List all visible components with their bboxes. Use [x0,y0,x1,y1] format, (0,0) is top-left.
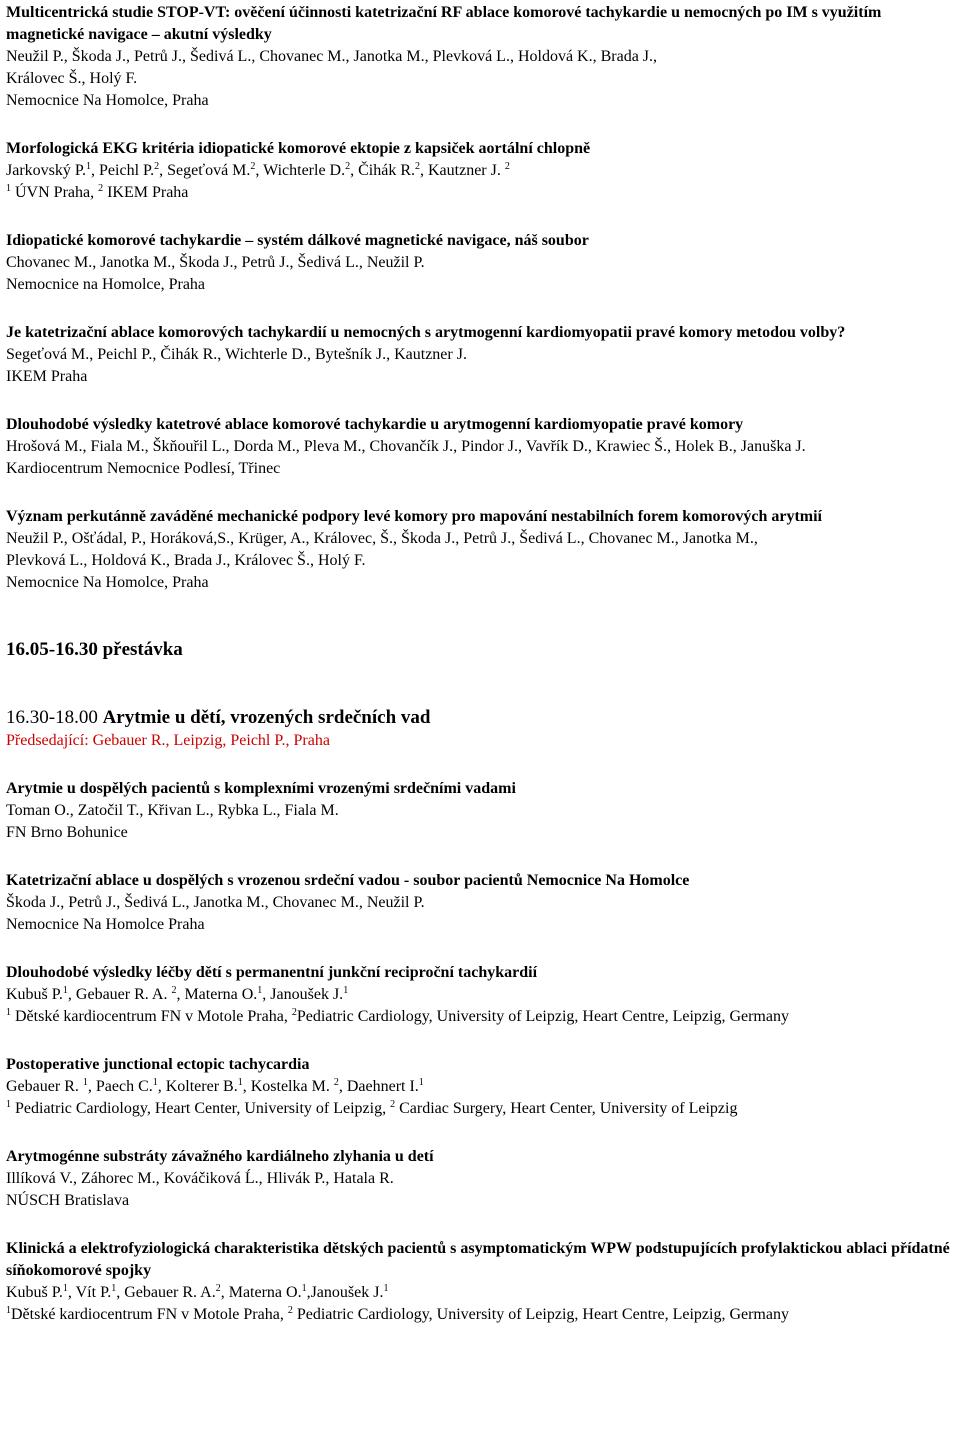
program-entry [6,962,956,1028]
entry-authors: Kubuš P.$^1$, Gebauer R. A. $^2$, Materna O.$^1$, Janoušek J.$^1$ [6,985,349,1003]
entry-authors: Neužil P., Ošťádal, P., Horáková,S., Krüger, A., Královec, Š., Škoda J., Petrů J., Šedivá L., Chovanec M., Janotka M., [6,530,758,547]
entry-title: Idiopatické komorové tachykardie – systém dálkové magnetické navigace, náš soubor [6,232,589,249]
entry-institution: Nemocnice Na Homolce, Praha [6,574,209,591]
program-entry [6,322,956,388]
entry-title: Dlouhodobé výsledky léčby dětí s permanentní junkční reciproční tachykardií [6,964,538,981]
entry-authors: Plevková L., Holdová K., Brada J., Královec Š., Holý F. [6,552,366,569]
break-slot [6,638,956,662]
program-entry [6,1054,956,1120]
entry-authors: Gebauer R. $^1$, Paech C.$^1$, Kolterer B.$^1$, Kostelka M. $^2$, Daehnert I.$^1$ [6,1077,424,1095]
entry-institution: Kardiocentrum Nemocnice Podlesí, Třinec [6,460,281,477]
program-page [6,2,956,1326]
entry-institution: Nemocnice Na Homolce Praha [6,916,205,933]
break-time: 16.05-16.30 [6,639,98,660]
entry-institution: $^1$ Dětské kardiocentrum FN v Motole Praha, $^2$Pediatric Cardiology, University of Leipzig, Heart Centre, Leipzig, Germany [6,1007,789,1025]
program-entry [6,870,956,936]
session-title: Arytmie u dětí, vrozených srdečních vad [102,707,431,728]
program-entry [6,230,956,296]
program-entry [6,138,956,204]
entry-title: Arytmie u dospělých pacientů s komplexními vrozenými srdečními vadami [6,780,516,797]
entry-title: Morfologická EKG kritéria idiopatické komorové ektopie z kapsiček aortální chlopně [6,140,591,157]
entry-institution: $^1$ Pediatric Cardiology, Heart Center, University of Leipzig, $^2$ Cardiac Surgery, Heart Center, University of Leipzig [6,1099,738,1117]
entry-authors: Segeťová M., Peichl P., Čihák R., Wichterle D., Bytešník J., Kautzner J. [6,346,467,363]
entry-title: Postoperative junctional ectopic tachycardia [6,1056,310,1073]
program-entry [6,1238,956,1326]
entry-authors: Chovanec M., Janotka M., Škoda J., Petrů J., Šedivá L., Neužil P. [6,254,425,271]
program-entry [6,2,956,112]
entry-institution: $^1$Dětské kardiocentrum FN v Motole Praha, $^2$ Pediatric Cardiology, University of Leipzig, Heart Centre, Leipzig, Germany [6,1305,789,1323]
entry-institution: Nemocnice na Homolce, Praha [6,276,206,293]
session-time: 16.30-18.00 [6,707,98,728]
session-header [6,706,956,730]
program-entry [6,414,956,480]
break-label: přestávka [102,639,183,660]
entry-authors: Královec Š., Holý F. [6,70,138,87]
entry-authors: Jarkovský P.$^1$, Peichl P.$^2$, Segeťová M.$^2$, Wichterle D.$^2$, Čihák R.$^2$, Kautzner J. $^2$ [6,161,510,179]
entry-institution: IKEM Praha [6,368,88,385]
entry-title: Význam perkutánně zaváděné mechanické podpory levé komory pro mapování nestabilních forem komorových arytmií [6,508,822,525]
entry-title: Multicentrická studie STOP-VT: ověčení účinnosti katetrizační RF ablace komorové tachykardie u nemocných po IM s využitím magnetické navigace – akutní výsledky [6,4,882,43]
entry-authors: Škoda J., Petrů J., Šedivá L., Janotka M., Chovanec M., Neužil P. [6,894,425,911]
entry-authors: Neužil P., Škoda J., Petrů J., Šedivá L., Chovanec M., Janotka M., Plevková L., Holdová K., Brada J., [6,48,658,65]
entry-title: Klinická a elektrofyziologická charakteristika dětských pacientů s asymptomatickým WPW podstupujících profylaktickou ablaci přídatné síňokomorové spojky [6,1240,950,1279]
program-entry [6,778,956,844]
entry-title: Arytmogénne substráty závažného kardiálneho zlyhania u detí [6,1148,434,1165]
program-entry [6,1146,956,1212]
entry-authors: Illíková V., Záhorec M., Kováčiková Ĺ., Hlivák P., Hatala R. [6,1170,394,1187]
entry-institution: $^1$ ÚVN Praha, $^2$ IKEM Praha [6,183,189,201]
entry-institution: FN Brno Bohunice [6,824,128,841]
entry-authors: Kubuš P.$^1$, Vít P.$^1$, Gebauer R. A.$^2$, Materna O.$^1$,Janoušek J.$^1$ [6,1283,389,1301]
entry-institution: Nemocnice Na Homolce, Praha [6,92,209,109]
entry-authors: Toman O., Zatočil T., Křivan L., Rybka L., Fiala M. [6,802,339,819]
entry-title: Je katetrizační ablace komorových tachykardií u nemocných s arytmogenní kardiomyopatii pravé komory metodou volby? [6,324,846,341]
entry-title: Dlouhodobé výsledky katetrové ablace komorové tachykardie u arytmogenní kardiomyopatie pravé komory [6,416,744,433]
entry-authors: Hrošová M., Fiala M., Škňouřil L., Dorda M., Pleva M., Chovančík J., Pindor J., Vavřík D., Krawiec Š., Holek B., Januška J. [6,438,806,455]
entry-title: Katetrizační ablace u dospělých s vrozenou srdeční vadou - soubor pacientů Nemocnice Na Homolce [6,872,690,889]
entry-institution: NÚSCH Bratislava [6,1192,130,1209]
session-chairs: Předsedající: Gebauer R., Leipzig, Peichl P., Praha [6,732,330,749]
program-entry [6,506,956,594]
